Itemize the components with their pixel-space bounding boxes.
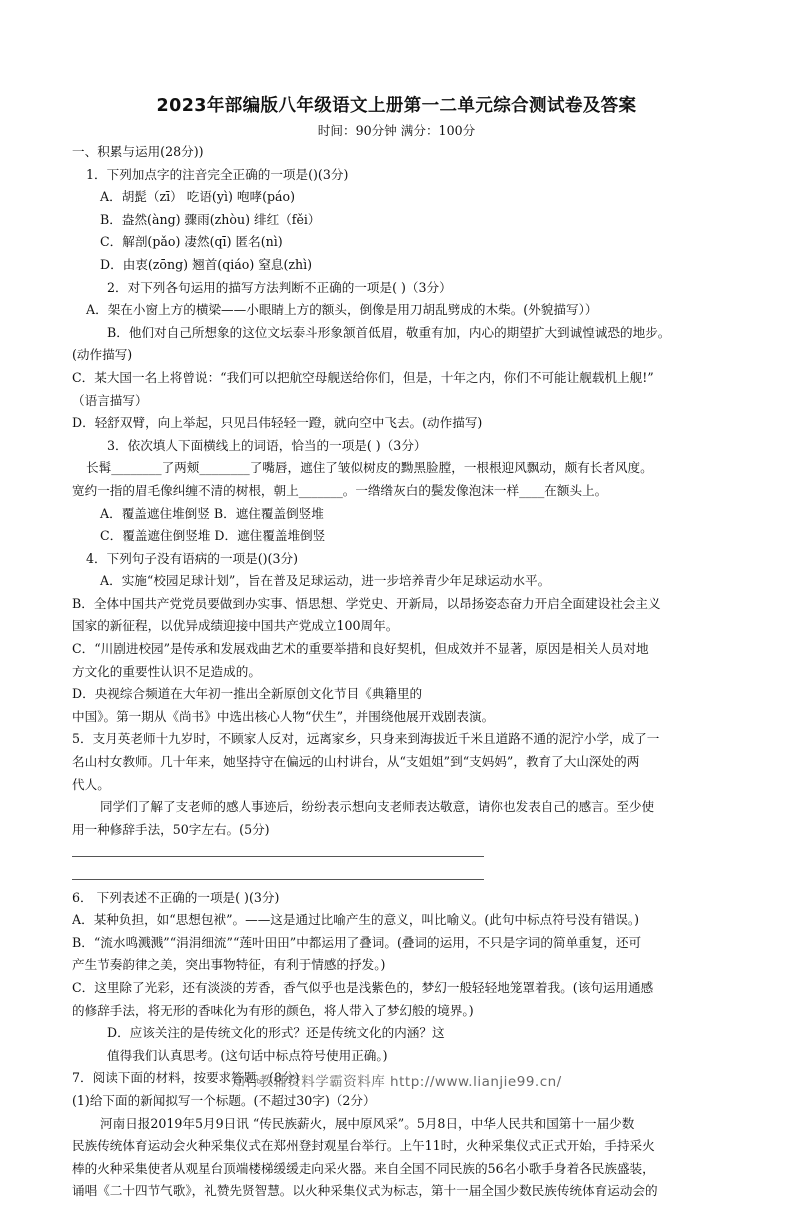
news-passage-cont: 诵唱《二十四节气歌》，礼赞先贤智慧。以火种采集仪式为标志，第十一届全国少数民族传统体育运动会的 xyxy=(72,1183,658,1199)
q2-option-a: A．架在小窗上方的横梁——小眼睛上方的额头，倒像是用刀胡乱劈成的木柴。(外貌描写）） xyxy=(86,302,598,318)
document-title: 2023年部编版八年级语文上册第一二单元综合测试卷及答案 xyxy=(156,96,637,116)
q4-option-d-cont: 中国》。第一期从《尚书》中选出核心人物“伏生”，并围绕他展开戏剧表演。 xyxy=(72,708,495,724)
q4-option-b-cont: 国家的新征程，以优异成绩迎接中国共产党成立100周年。 xyxy=(72,618,399,634)
question-5-cont: 代人。 xyxy=(72,776,110,792)
q6-option-a: A．某种负担，如“思想包袱”。——这是通过比喻产生的意义，叫比喻义。(此句中标点符号没有错误。) xyxy=(72,912,640,928)
question-5-cont: 名山村女教师。几十年来，她坚持守在偏远的山村讲台，从“支姐姐”到“支妈妈”，教育了大山深处的两 xyxy=(72,754,640,770)
footer-watermark: 知行教辅资料学霸资料库 http://www.lianjie99.cn/ xyxy=(231,1074,562,1090)
q1-option-c: C．解剖(pǎo) 凄然(qī) 匿名(nì) xyxy=(100,234,283,250)
document-body xyxy=(72,141,722,1226)
answer-line xyxy=(72,864,722,887)
q2-option-b: B．他们对自己所想象的这位文坛泰斗形象颔首低眉，敬重有加，内心的期望扩大到诚惶诚恐的地步。 xyxy=(107,324,671,340)
q4-option-a: A．实施“校园足球计划”，旨在普及足球运动，进一步培养青少年足球运动水平。 xyxy=(100,573,551,589)
q1-option-a: A．胡髭（zī） 吃语(yì) 咆哮(páo) xyxy=(100,189,296,205)
q6-option-d-cont: 值得我们认真思考。(这句话中标点符号使用正确。) xyxy=(107,1047,388,1063)
q2-option-c: C．某大国一名上将曾说：“我们可以把航空母舰送给你们，但是，十年之内，你们不可能让舰载机上舰!” xyxy=(72,369,654,385)
news-passage-cont xyxy=(72,1203,722,1226)
question-4: 4．下列句子没有语病的一项是()(3分) xyxy=(86,550,298,566)
q4-option-c: C．“川剧进校园”是传承和发展戏曲艺术的重要举措和良好契机，但成效并不显著，原因是相关人员对地 xyxy=(72,641,649,657)
question-1: 1．下列加点字的注音完全正确的一项是()(3分) xyxy=(86,166,349,182)
q6-option-b: B．“流水鸣溅溅”“涓涓细流”“莲叶田田”中都运用了叠词。(叠词的运用，不只是字词的简单重复，还可 xyxy=(72,934,642,950)
q3-options-cd: C．覆盖遮住倒竖堆 D．遮住覆盖堆倒竖 xyxy=(100,528,326,544)
q4-option-c-cont: 方文化的重要性认识不足造成的。 xyxy=(72,663,261,679)
q6-option-b-cont: 产生节奏韵律之美，突出事物特征，有利于情感的抒发。) xyxy=(72,957,386,973)
question-3: 3．依次填人下面横线上的词语，恰当的一项是( )（3分） xyxy=(107,437,427,453)
q3-passage: 长髯________了两颊________了嘴唇，遮住了皱似树皮的黝黑脸膛，一根根迎风飘动，颇有长者风度。 xyxy=(86,460,653,476)
section-heading: 一、积累与运用(28分)) xyxy=(72,144,204,159)
question-5: 5．支月英老师十九岁时，不顾家人反对，远离家乡，只身来到海拔近千米且道路不通的泥泞小学，成了一 xyxy=(72,731,660,747)
question-5-task: 同学们了解了支老师的感人事迹后，纷纷表示想向支老师表达敬意，请你也发表自己的感言。至少使 xyxy=(100,799,655,815)
q3-options-ab: A．覆盖遮住堆倒竖 B．遮住覆盖倒竖堆 xyxy=(100,505,324,521)
q2-option-b-cont: (动作描写) xyxy=(72,347,133,363)
q1-option-d: D．由衷(zōng) 翘首(qiáo) 窒息(zhì) xyxy=(100,256,313,272)
q6-option-d: D．应该关注的是传统文化的形式？还是传统文化的内涵？这 xyxy=(107,1025,445,1041)
question-6: 6． 下列表述不正确的一项是( )(3分) xyxy=(72,889,280,905)
news-passage-cont: 民族传统体育运动会火种采集仪式在郑州登封观星台举行。上午11时，火种采集仪式正式开始，手持采火 xyxy=(72,1138,655,1154)
q6-option-c: C．这里除了光彩，还有淡淡的芳香，香气似乎也是浅紫色的，梦幻一般轻轻地笼罩着我。(该句运用通感 xyxy=(72,979,654,995)
q6-option-c-cont: 的修辞手法，将无形的香味化为有形的颜色，将人带入了梦幻般的境界。) xyxy=(72,1002,474,1018)
question-7: 7．阅读下面的材料，按要求答题。(8分) xyxy=(72,1070,300,1086)
question-7-part-1: (1)给下面的新闻拟写一个标题。(不超过30字)（2分） xyxy=(72,1092,376,1108)
question-2: 2．对下列各句运用的描写方法判断不正确的一项是( )（3分） xyxy=(107,279,452,295)
q2-option-c-cont: （语言描写） xyxy=(72,392,148,408)
question-5-task-cont: 用一种修辞手法，50字左右。(5分) xyxy=(72,821,270,837)
news-passage-cont: 棒的火种采集使者从观星台顶端楼梯缓缓走向采火器。来自全国不同民族的56名小歌手身着各民族盛装， xyxy=(72,1160,655,1176)
answer-line xyxy=(72,841,722,864)
q4-option-b: B．全体中国共产党党员要做到办实事、悟思想、学党史、开新局，以昂扬姿态奋力开启全面建设社会主义 xyxy=(72,595,661,611)
exam-info: 时间：90分钟 满分：100分 xyxy=(317,123,476,138)
q4-option-d: D．央视综合频道在大年初一推出全新原创文化节目《典籍里的 xyxy=(72,686,423,702)
q3-passage-cont: 宽约一指的眉毛像纠缠不清的树根，朝上_______。一绺绺灰白的鬓发像泡沫一样____在额头上。 xyxy=(72,482,608,498)
q1-option-b: B．盎然(àng) 骤雨(zhòu) 绯红（fěi） xyxy=(100,211,321,227)
q2-option-d: D．轻舒双臂，向上举起，只见吕伟轻轻一蹬，就向空中飞去。(动作描写) xyxy=(72,415,483,431)
news-passage: 河南日报2019年5月9日讯 “传民族薪火，展中原风采”。5月8日，中华人民共和国第十一届少数 xyxy=(100,1115,635,1131)
